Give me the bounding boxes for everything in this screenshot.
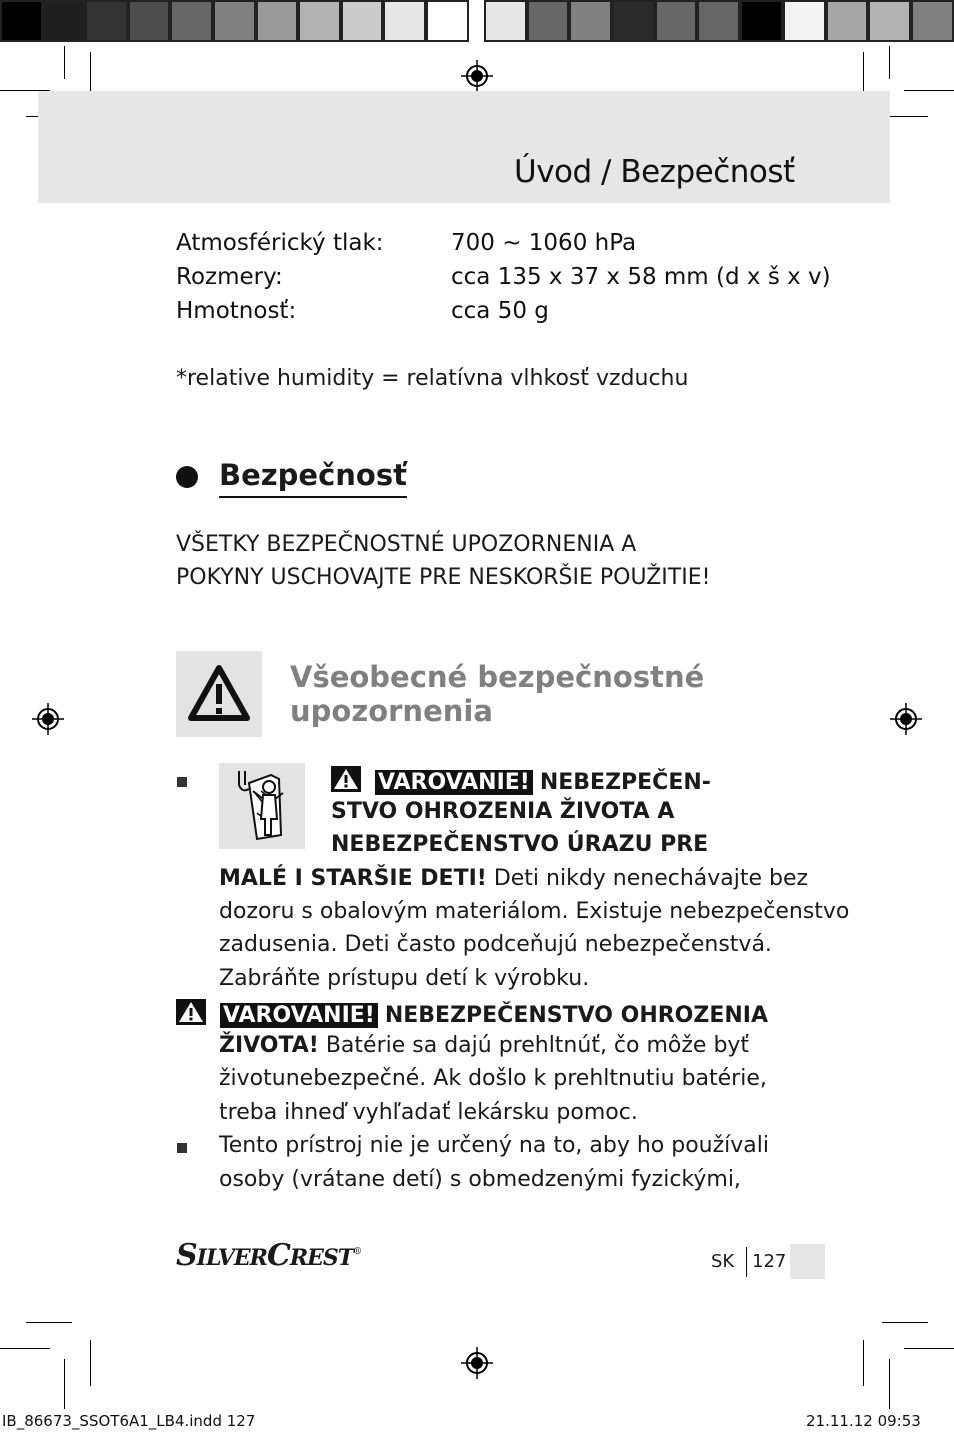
- body-line: [219, 1033, 749, 1058]
- color-swatch: [383, 0, 426, 42]
- warning-triangle-icon: [331, 766, 361, 792]
- warning-box: [176, 651, 262, 737]
- crop-mark: [904, 90, 954, 91]
- warning-heading: NEBEZPEČENSTVO OHROZENIA: [384, 1003, 768, 1028]
- warning-triangle-icon: [176, 651, 262, 737]
- caps-notice-line: VŠETKY BEZPEČNOSTNÉ UPOZORNENIA A: [176, 532, 637, 557]
- warning-triangle-icon: [176, 999, 206, 1025]
- logo-part: S: [176, 1238, 197, 1273]
- color-swatch: [655, 0, 698, 42]
- warning-heading: STVO OHROZENIA ŽIVOTA A: [331, 799, 675, 824]
- color-swatch: [0, 0, 43, 42]
- color-calibration-bar-left: [0, 0, 469, 46]
- page-tab: [790, 1244, 825, 1279]
- page-separator: [746, 1247, 747, 1277]
- language-code: SK: [711, 1251, 735, 1272]
- color-swatch: [43, 0, 86, 42]
- body-line: treba ihneď vyhľadať lekársku pomoc.: [219, 1100, 638, 1125]
- page-number: 127: [752, 1251, 787, 1272]
- spec-label: Hmotnosť:: [176, 298, 297, 324]
- child-hazard-box: [219, 763, 305, 849]
- warning-heading: MALÉ I STARŠIE DETI!: [219, 866, 487, 891]
- crop-mark: [904, 1348, 954, 1349]
- color-swatch: [426, 0, 469, 42]
- warning-heading: NEBEZPEČEN-: [539, 770, 711, 795]
- color-swatch: [569, 0, 612, 42]
- crop-mark: [64, 1359, 65, 1409]
- warning-heading: NEBEZPEČENSTVO ÚRAZU PRE: [331, 832, 709, 857]
- spec-value: cca 50 g: [451, 298, 549, 324]
- color-swatch: [911, 0, 954, 42]
- body-line: dozoru s obalovým materiálom. Existuje nebezpečenstvo: [219, 899, 850, 924]
- warning-heading: ŽIVOTA!: [219, 1033, 319, 1058]
- color-swatch: [341, 0, 384, 42]
- warning-tag: VAROVANIE!: [220, 1003, 378, 1028]
- warning-tag: VAROVANIE!: [375, 770, 533, 795]
- registration-mark-icon: [461, 60, 493, 92]
- body-line: životunebezpečné. Ak došlo k prehltnutiu batérie,: [219, 1066, 767, 1091]
- warning-line: [176, 999, 768, 1028]
- color-swatch: [298, 0, 341, 42]
- registration-mark-icon: [32, 703, 64, 735]
- square-bullet-icon: [177, 777, 187, 787]
- body-line: [219, 866, 808, 891]
- spec-label: Atmosférický tlak:: [176, 230, 384, 256]
- body-line: zadusenia. Deti často podceňujú nebezpečenstvá.: [219, 932, 772, 957]
- color-swatch: [85, 0, 128, 42]
- crop-mark: [0, 1348, 50, 1349]
- color-swatch: [256, 0, 299, 42]
- registration-mark-icon: [890, 703, 922, 735]
- crop-mark: [26, 1322, 72, 1323]
- body-text: Deti nikdy nenechávajte bez: [486, 866, 809, 891]
- crop-mark: [90, 1340, 91, 1386]
- crop-mark: [64, 46, 65, 79]
- color-swatch: [783, 0, 826, 42]
- color-swatch: [213, 0, 256, 42]
- logo-part: ILVER: [196, 1245, 267, 1271]
- child-packaging-hazard-icon: [219, 763, 305, 849]
- color-swatch: [826, 0, 869, 42]
- warning-line: [331, 766, 711, 795]
- footnote: *relative humidity = relatívna vlhkosť vzduchu: [176, 366, 689, 391]
- color-calibration-bar-right: [484, 0, 954, 46]
- color-swatch: [697, 0, 740, 42]
- body-line: Tento prístroj nie je určený na to, aby ho používali: [219, 1133, 770, 1158]
- spec-value: 700 ~ 1060 hPa: [451, 230, 637, 256]
- color-swatch: [128, 0, 171, 42]
- brand-logo: [176, 1238, 361, 1273]
- section-title: Bezpečnosť: [219, 458, 407, 498]
- color-swatch: [170, 0, 213, 42]
- crop-mark: [889, 46, 890, 79]
- square-bullet-icon: [177, 1143, 187, 1153]
- crop-mark: [889, 1359, 890, 1409]
- logo-part: C: [266, 1238, 290, 1273]
- subsection-title-line: upozornenia: [290, 694, 493, 728]
- crop-mark: [863, 1340, 864, 1386]
- color-swatch: [484, 0, 527, 42]
- body-line: osoby (vrátane detí) s obmedzenými fyzickými,: [219, 1167, 741, 1192]
- spec-value: cca 135 x 37 x 58 mm (d x š x v): [451, 264, 831, 290]
- body-text: Batérie sa dajú prehltnúť, čo môže byť: [318, 1033, 750, 1058]
- print-slug-date: 21.11.12 09:53: [806, 1412, 921, 1430]
- registration-mark-icon: [461, 1347, 493, 1379]
- body-line: Zabráňte prístupu detí k výrobku.: [219, 966, 590, 991]
- page-title: Úvod / Bezpečnosť: [514, 154, 795, 190]
- logo-part: ®: [353, 1247, 362, 1257]
- crop-mark: [882, 1322, 928, 1323]
- color-swatch: [740, 0, 783, 42]
- print-slug-file: IB_86673_SSOT6A1_LB4.indd 127: [2, 1412, 256, 1430]
- color-swatch: [527, 0, 570, 42]
- caps-notice-line: POKYNY USCHOVAJTE PRE NESKORŠIE POUŽITIE!: [176, 565, 711, 590]
- logo-part: REST: [289, 1245, 354, 1271]
- color-swatch: [868, 0, 911, 42]
- subsection-title-line: Všeobecné bezpečnostné: [290, 660, 705, 694]
- color-swatch: [612, 0, 655, 42]
- spec-label: Rozmery:: [176, 264, 283, 290]
- section-bullet-icon: [176, 466, 198, 488]
